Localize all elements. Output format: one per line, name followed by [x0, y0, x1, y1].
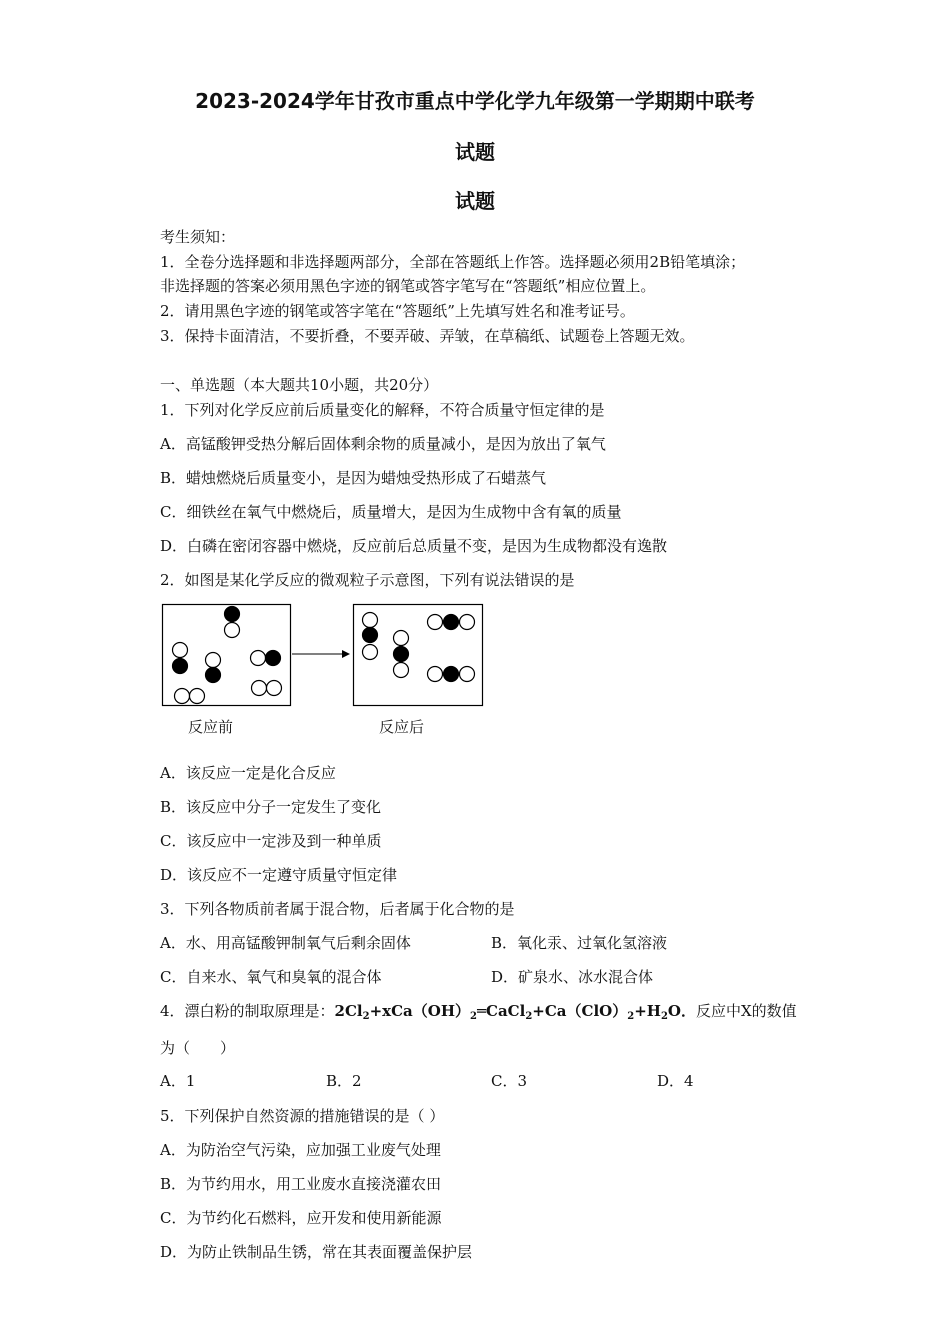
q4-option-d: D．4 [657, 1072, 694, 1090]
white-atom [428, 615, 443, 630]
black-atom [266, 651, 281, 666]
q3-option-b: B．氧化汞、过氧化氢溶液 [491, 934, 668, 952]
white-atom [252, 681, 267, 696]
white-atom [251, 651, 266, 666]
q3-stem: 3．下列各物质前者属于混合物，后者属于化合物的是 [160, 900, 515, 918]
white-atom [225, 623, 240, 638]
notice-item-3: 3．保持卡面清洁，不要折叠，不要弄破、弄皱，在草稿纸、试题卷上答题无效。 [160, 327, 695, 345]
q5-option-a: A．为防治空气污染，应加强工业废气处理 [160, 1141, 441, 1159]
q1-option-a: A．高锰酸钾受热分解后固体剩余物的质量减小，是因为放出了氧气 [160, 435, 606, 453]
white-atom [190, 689, 205, 704]
white-atom [363, 645, 378, 660]
white-atom [394, 663, 409, 678]
q3-option-d: D．矿泉水、冰水混合体 [491, 968, 654, 986]
white-atom [460, 667, 475, 682]
notice-item-1a: 1．全卷分选择题和非选择题两部分，全部在答题纸上作答。选择题必须用2B铅笔填涂； [160, 253, 746, 271]
q5-option-c: C．为节约化石燃料，应开发和使用新能源 [160, 1209, 442, 1227]
white-atom [394, 631, 409, 646]
black-atom [394, 647, 409, 662]
black-atom [173, 659, 188, 674]
q4-equation: $2Cl_2+xCa(OH)_2═CaCl_2+Ca(ClO)_2+H_2O$． [334, 1002, 696, 1022]
white-atom [175, 689, 190, 704]
q2-option-a: A．该反应一定是化合反应 [160, 764, 336, 782]
black-atom [444, 667, 459, 682]
q4-option-c: C．3 [491, 1072, 528, 1090]
black-atom [206, 668, 221, 683]
section-heading: 一、单选题（本大题共10小题，共20分） [160, 376, 439, 394]
page-title-line1: 2023-2024学年甘孜市重点中学化学九年级第一学期期中联考 [195, 89, 755, 113]
q5-stem: 5．下列保护自然资源的措施错误的是（ ） [160, 1107, 445, 1125]
notice-item-1b: 非选择题的答案必须用黑色字迹的钢笔或答字笔写在“答题纸”相应位置上。 [160, 277, 656, 295]
q3-option-c: C．自来水、氧气和臭氧的混合体 [160, 968, 382, 986]
arrow-head [342, 650, 350, 658]
black-atom [225, 607, 240, 622]
caption-after: 反应后 [379, 718, 425, 736]
white-atom [363, 613, 378, 628]
q1-option-d: D．白磷在密闭容器中燃烧，反应前后总质量不变，是因为生成物都没有逸散 [160, 537, 668, 555]
q4-stem-pre: 4．漂白粉的制取原理是： [160, 1002, 335, 1020]
q3-option-a: A．水、用高锰酸钾制氧气后剩余固体 [160, 934, 411, 952]
q1-option-b: B．蜡烛燃烧后质量变小，是因为蜡烛受热形成了石蜡蒸气 [160, 469, 547, 487]
q5-option-d: D．为防止铁制品生锈，常在其表面覆盖保护层 [160, 1243, 473, 1261]
q2-option-d: D．该反应不一定遵守质量守恒定律 [160, 866, 398, 884]
white-atom [428, 667, 443, 682]
caption-before: 反应前 [188, 718, 234, 736]
notice-heading: 考生须知： [160, 228, 236, 246]
page-title-line3: 试题 [455, 189, 495, 213]
page-title-line2: 试题 [455, 140, 495, 164]
q4-option-a: A．1 [160, 1072, 196, 1090]
q4-stem-post: 反应中X的数值 [695, 1002, 797, 1020]
q2-option-b: B．该反应中分子一定发生了变化 [160, 798, 382, 816]
q2-stem: 2．如图是某化学反应的微观粒子示意图，下列有说法错误的是 [160, 571, 575, 589]
black-atom [363, 628, 378, 643]
q4-stem [160, 1001, 797, 1021]
q1-option-c: C．细铁丝在氧气中燃烧后，质量增大，是因为生成物中含有氧的质量 [160, 503, 622, 521]
notice-item-2: 2．请用黑色字迹的钢笔或答字笔在“答题纸”上先填写姓名和准考证号。 [160, 302, 635, 320]
white-atom [173, 643, 188, 658]
white-atom [267, 681, 282, 696]
black-atom [444, 615, 459, 630]
q1-stem: 1．下列对化学反应前后质量变化的解释，不符合质量守恒定律的是 [160, 401, 605, 419]
q2-option-c: C．该反应中一定涉及到一种单质 [160, 832, 382, 850]
reaction-diagram [158, 600, 498, 714]
q4-stem-line2: 为（ ） [160, 1039, 236, 1057]
white-atom [206, 653, 221, 668]
q4-option-b: B．2 [326, 1072, 362, 1090]
q5-option-b: B．为节约用水，用工业废水直接浇灌农田 [160, 1175, 442, 1193]
white-atom [460, 615, 475, 630]
